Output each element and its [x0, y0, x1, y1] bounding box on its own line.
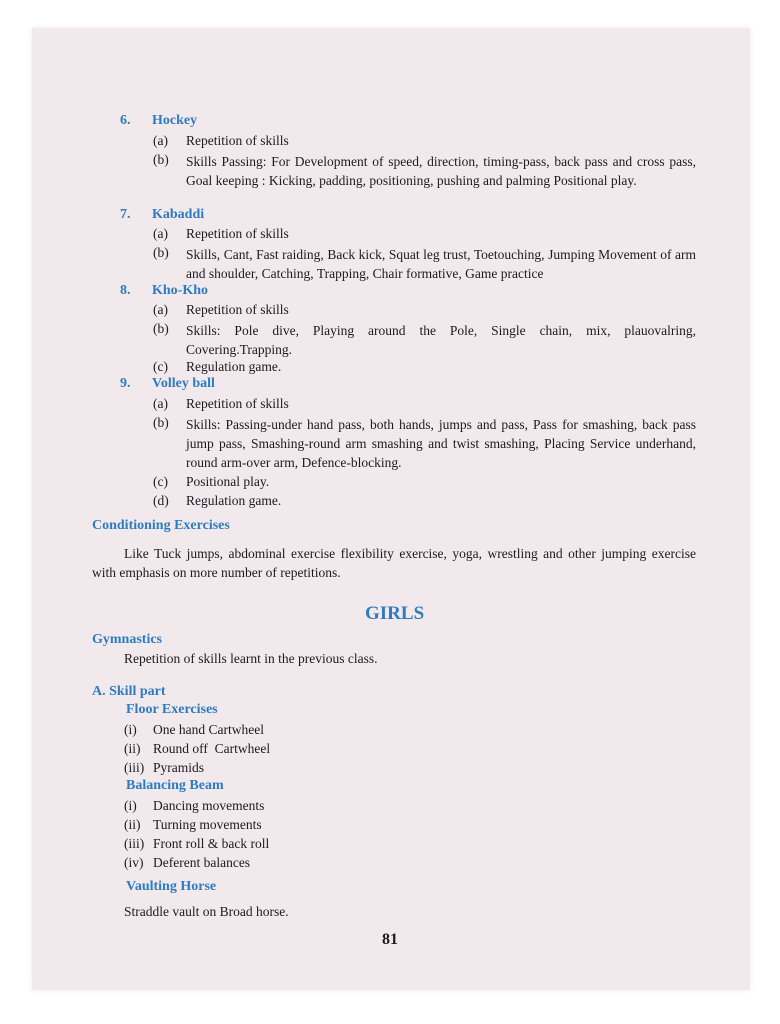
item-text: Positional play. [186, 474, 270, 489]
page-number: 81 [382, 931, 398, 948]
balancing-beam-heading: Balancing Beam [126, 778, 224, 793]
item-label: (d) [153, 493, 169, 508]
item-label: (b) [153, 152, 169, 167]
item-label: (i) [124, 798, 137, 813]
item-label: (b) [153, 415, 169, 430]
skill-part-heading: A. Skill part [92, 684, 166, 699]
item-label: (iv) [124, 855, 144, 870]
section-title-hockey: Hockey [152, 113, 198, 128]
gymnastics-heading: Gymnastics [92, 632, 162, 647]
item-label: (iii) [124, 836, 145, 851]
item-text: Turning movements [153, 817, 262, 832]
item-label: (ii) [124, 817, 141, 832]
item-text: Repetition of skills [186, 302, 289, 317]
item-label: (a) [153, 226, 168, 241]
item-label: (i) [124, 722, 137, 737]
item-text: One hand Cartwheel [153, 722, 264, 737]
item-label: (a) [153, 396, 168, 411]
section-title-kho-kho: Kho-Kho [152, 283, 209, 298]
section-title-volley-ball: Volley ball [152, 376, 215, 391]
item-text: Round off Cartwheel [153, 741, 271, 756]
item-text: Skills: Passing-under hand pass, both hands, jumps and pass, Pass for smashing, back pass jump pass, Smashing-round arm smashing and twist smashing, Placing Service underhand, round arm-over arm, Defence-blocking. [186, 417, 696, 470]
section-title-kabaddi: Kabaddi [152, 207, 205, 222]
item-label: (iii) [124, 760, 145, 775]
item-text: Skills, Cant, Fast raiding, Back kick, Squat leg trust, Toetouching, Jumping Movement of arm and shoulder, Catching, Trapping, Chair formative, Game practice [186, 247, 696, 281]
vaulting-horse-heading: Vaulting Horse [126, 879, 217, 894]
item-text: Repetition of skills [186, 226, 289, 241]
item-text: Deferent balances [153, 855, 251, 870]
section-number: 7. [120, 207, 131, 222]
item-text: Skills Passing: For Development of speed, direction, timing-pass, back pass and cross pass, Goal keeping : Kicking, padding, positioning, pushing and palming Positional play. [186, 154, 696, 188]
section-number: 9. [120, 376, 131, 391]
item-text: Skills: Pole dive, Playing around the Pole, Single chain, mix, plauovalring, Covering.Trapping. [186, 323, 696, 357]
conditioning-text: Like Tuck jumps, abdominal exercise flexibility exercise, yoga, wrestling and other jumping exercise with emphasis on more number of repetitions. [92, 546, 696, 580]
section-number: 6. [120, 113, 131, 128]
item-label: (b) [153, 245, 169, 260]
item-text: Regulation game. [186, 493, 282, 508]
item-label: (b) [153, 321, 169, 336]
item-label: (a) [153, 133, 168, 148]
item-label: (c) [153, 359, 168, 374]
item-text: Repetition of skills [186, 396, 289, 411]
item-text: Dancing movements [153, 798, 265, 813]
item-text: Pyramids [153, 760, 205, 775]
item-text: Regulation game. [186, 359, 282, 374]
floor-exercises-heading: Floor Exercises [126, 702, 218, 717]
item-label: (a) [153, 302, 168, 317]
item-label: (c) [153, 474, 168, 489]
item-text: Repetition of skills [186, 133, 289, 148]
gymnastics-text: Repetition of skills learnt in the previous class. [124, 651, 378, 666]
item-text: Front roll & back roll [153, 836, 270, 851]
section-number: 8. [120, 283, 131, 298]
conditioning-heading: Conditioning Exercises [92, 518, 230, 533]
item-label: (ii) [124, 741, 141, 756]
girls-heading: GIRLS [365, 603, 425, 624]
vaulting-horse-text: Straddle vault on Broad horse. [124, 904, 289, 919]
